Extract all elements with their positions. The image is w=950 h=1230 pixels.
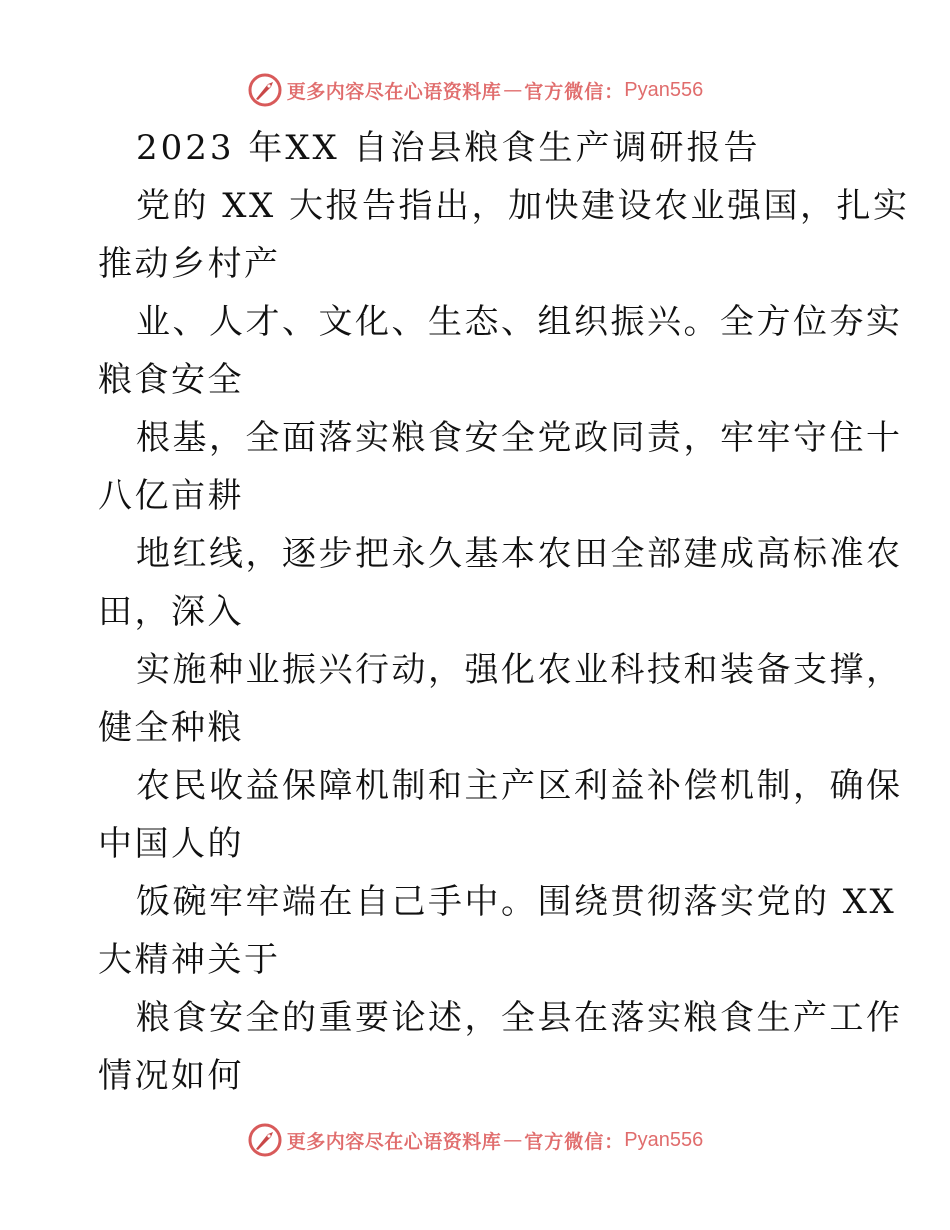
watermark-wechat-id: Pyan556 bbox=[624, 78, 704, 101]
paragraph-line: 推动乡村产 bbox=[98, 244, 281, 284]
paragraph-line: 粮食安全的重要论述，全县在落实粮食生产工作 bbox=[136, 998, 903, 1038]
paragraph-line: 田，深入 bbox=[98, 592, 244, 632]
pen-nib-logo-icon bbox=[247, 72, 283, 108]
watermark-dash: — bbox=[503, 79, 523, 101]
pen-nib-logo-icon bbox=[247, 1122, 283, 1158]
watermark-wechat-label: 官方微信： bbox=[524, 80, 625, 103]
paragraph-line: 粮食安全 bbox=[98, 360, 244, 400]
watermark-banner-bottom bbox=[0, 1120, 950, 1160]
paragraph-line: 根基，全面落实粮食安全党政同责，牢牢守住十 bbox=[136, 418, 903, 458]
paragraph-line: 八亿亩耕 bbox=[98, 476, 244, 516]
watermark-dash: — bbox=[503, 1129, 523, 1151]
paragraph-line: 健全种粮 bbox=[98, 708, 244, 748]
paragraph-line: 农民收益保障机制和主产区利益补偿机制，确保 bbox=[136, 766, 903, 806]
paragraph-line: 大精神关于 bbox=[98, 940, 281, 980]
paragraph-line: 地红线，逐步把永久基本农田全部建成高标准农 bbox=[136, 534, 903, 574]
watermark-text: 更多内容尽在心语资料库 bbox=[286, 80, 502, 103]
paragraph-line: 实施种业振兴行动，强化农业科技和装备支撑， bbox=[136, 650, 903, 690]
paragraph-line: 饭碗牢牢端在自己手中。围绕贯彻落实党的 XX bbox=[136, 882, 897, 922]
paragraph-line: 党的 XX 大报告指出，加快建设农业强国，扎实 bbox=[136, 186, 910, 226]
paragraph-line: 业、人才、文化、生态、组织振兴。全方位夯实 bbox=[136, 302, 903, 342]
document-title: 2023 年XX 自治县粮食生产调研报告 bbox=[136, 128, 761, 168]
watermark-wechat-label: 官方微信： bbox=[524, 1130, 625, 1153]
watermark-banner-top bbox=[0, 70, 950, 110]
watermark-text: 更多内容尽在心语资料库 bbox=[286, 1130, 502, 1153]
paragraph-line: 情况如何 bbox=[98, 1056, 244, 1096]
watermark-wechat-id: Pyan556 bbox=[624, 1128, 704, 1151]
paragraph-line: 中国人的 bbox=[98, 824, 244, 864]
